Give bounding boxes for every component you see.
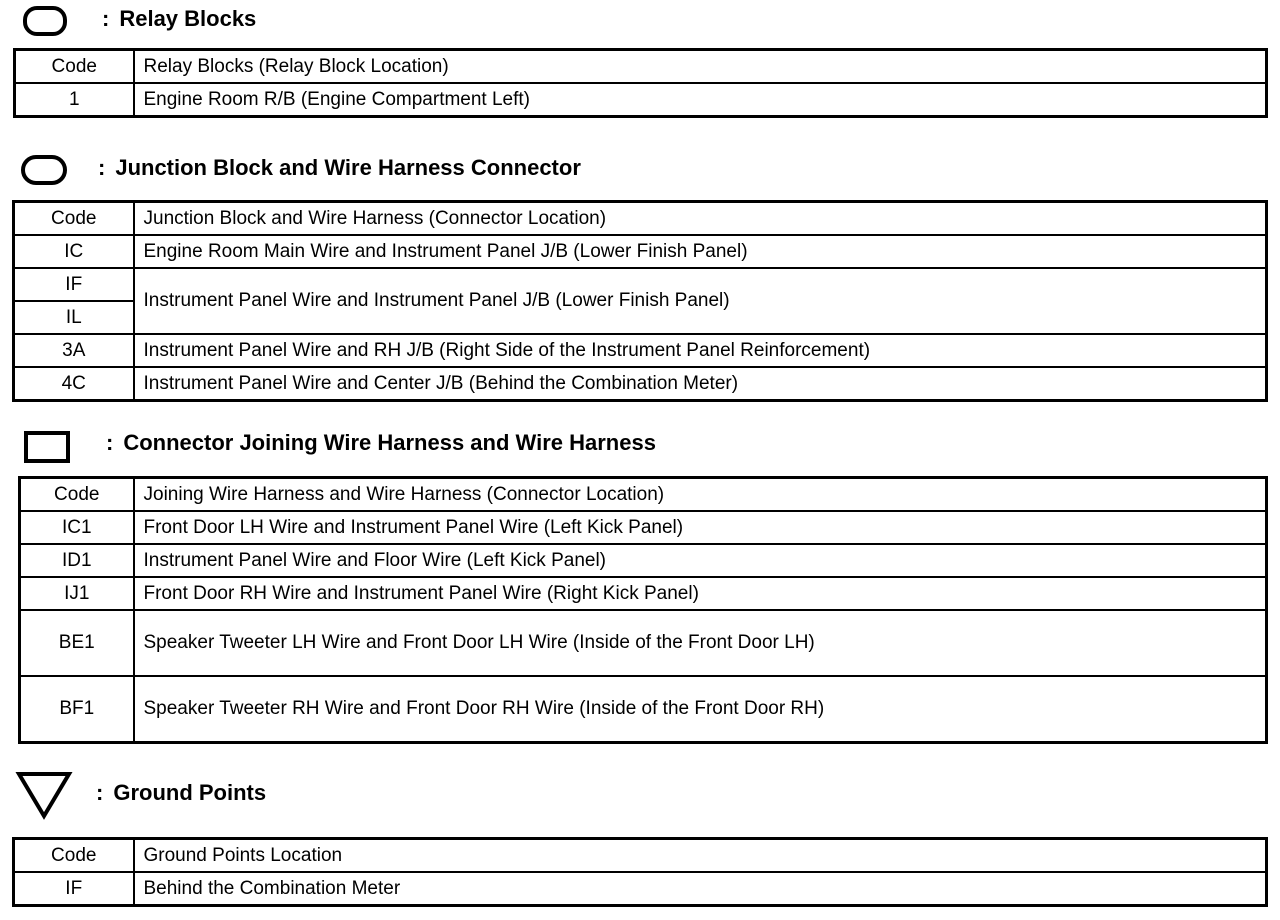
- relay-blocks-table: [13, 48, 1268, 118]
- location-header: Relay Blocks (Relay Block Location): [134, 50, 1267, 84]
- code-cell: IC1: [20, 511, 134, 544]
- connector-title: Connector Joining Wire Harness and Wire Harness: [123, 430, 656, 455]
- location-cell: Front Door RH Wire and Instrument Panel Wire (Right Kick Panel): [134, 577, 1267, 610]
- junction-block-table: [12, 200, 1268, 402]
- code-cell: ID1: [20, 544, 134, 577]
- location-cell: Instrument Panel Wire and RH J/B (Right Side of the Instrument Panel Reinforcement): [134, 334, 1267, 367]
- location-cell: Front Door LH Wire and Instrument Panel Wire (Left Kick Panel): [134, 511, 1267, 544]
- code-cell: 4C: [14, 367, 134, 401]
- code-header: Code: [15, 50, 134, 84]
- table-row: [14, 367, 1267, 401]
- code-cell: IF: [14, 268, 134, 301]
- location-cell: Speaker Tweeter LH Wire and Front Door LH Wire (Inside of the Front Door LH): [134, 610, 1267, 676]
- table-header-row: [15, 50, 1267, 84]
- location-cell: Instrument Panel Wire and Instrument Panel J/B (Lower Finish Panel): [134, 268, 1267, 334]
- rounded-oval-icon: [20, 154, 70, 188]
- table-header-row: [14, 202, 1267, 236]
- square-icon: [23, 430, 71, 464]
- code-cell: IJ1: [20, 577, 134, 610]
- heading-colon: :: [106, 430, 114, 455]
- relay-blocks-heading: [102, 6, 256, 32]
- location-header: Junction Block and Wire Harness (Connector Location): [134, 202, 1267, 236]
- code-cell: IC: [14, 235, 134, 268]
- location-cell: Engine Room R/B (Engine Compartment Left): [134, 83, 1267, 117]
- table-header-row: [14, 839, 1267, 873]
- location-cell: Engine Room Main Wire and Instrument Panel J/B (Lower Finish Panel): [134, 235, 1267, 268]
- code-header: Code: [14, 202, 134, 236]
- code-header: Code: [14, 839, 134, 873]
- connector-heading: [106, 430, 656, 456]
- table-row: [20, 577, 1267, 610]
- heading-colon: :: [96, 780, 104, 805]
- location-cell: Instrument Panel Wire and Center J/B (Behind the Combination Meter): [134, 367, 1267, 401]
- code-header: Code: [20, 478, 134, 512]
- ground-points-table: [12, 837, 1268, 907]
- code-cell: 1: [15, 83, 134, 117]
- table-row: [20, 610, 1267, 676]
- location-cell: Behind the Combination Meter: [134, 872, 1267, 906]
- junction-block-heading: [98, 155, 581, 181]
- table-row: [14, 334, 1267, 367]
- table-row: [15, 83, 1267, 117]
- connector-table: [18, 476, 1268, 744]
- location-header: Joining Wire Harness and Wire Harness (Connector Location): [134, 478, 1267, 512]
- location-cell: Instrument Panel Wire and Floor Wire (Left Kick Panel): [134, 544, 1267, 577]
- ground-points-title: Ground Points: [113, 780, 267, 805]
- table-row: [14, 235, 1267, 268]
- table-row: [20, 676, 1267, 743]
- code-cell: 3A: [14, 334, 134, 367]
- rounded-rectangle-icon: [22, 5, 70, 37]
- location-header: Ground Points Location: [134, 839, 1267, 873]
- heading-colon: :: [98, 155, 106, 180]
- heading-colon: :: [102, 6, 110, 31]
- code-cell: IL: [14, 301, 134, 334]
- code-cell: BE1: [20, 610, 134, 676]
- junction-block-title: Junction Block and Wire Harness Connector: [115, 155, 581, 180]
- ground-points-heading: [96, 780, 266, 806]
- code-cell: IF: [14, 872, 134, 906]
- code-cell: BF1: [20, 676, 134, 743]
- table-row: [14, 872, 1267, 906]
- relay-blocks-title: Relay Blocks: [119, 6, 257, 31]
- down-triangle-icon: [14, 770, 74, 822]
- table-row: [20, 511, 1267, 544]
- table-row: [20, 544, 1267, 577]
- table-header-row: [20, 478, 1267, 512]
- location-cell: Speaker Tweeter RH Wire and Front Door RH Wire (Inside of the Front Door RH): [134, 676, 1267, 743]
- table-row: [14, 268, 1267, 301]
